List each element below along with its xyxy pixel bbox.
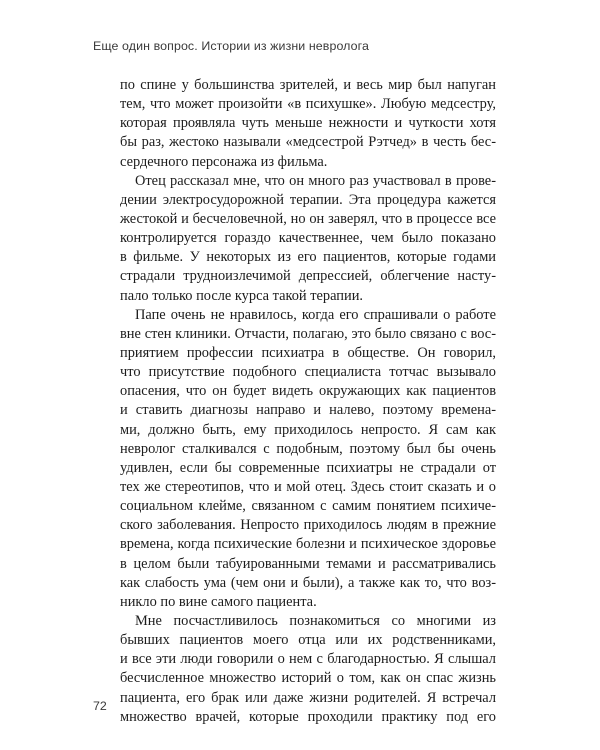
text-line: тех же стереотипов, что и мой отец. Здесь стоит сказать и о [120, 478, 496, 495]
text-line: бы раз, жестоко называли «медсестрой Рэтчед» в честь бес- [120, 134, 496, 151]
text-line: множество врачей, которые проходили практику под его [120, 708, 496, 725]
text-line: сердечного персонажа из фильма. [120, 153, 328, 170]
text-line: в целом были табуированными темами и рассматривались [120, 555, 496, 572]
body-text [120, 76, 496, 727]
text-line: приятием профессии психиатра в обществе. Он говорил, [120, 344, 496, 361]
text-line: ского заболевания. Непросто приходилось людям в прежние [120, 517, 496, 534]
text-line: удивлен, если бы современные психиатры не страдали от [120, 459, 496, 476]
text-line: и ставить диагнозы направо и налево, поэтому времена- [120, 402, 496, 419]
text-line: которая проявляла чуть меньше нежности и чуткости хотя [120, 115, 496, 132]
text-line: Отец рассказал мне, что он много раз участвовал в прове- [135, 172, 496, 189]
text-line: и все эти люди говорили о нем с благодарностью. Я слышал [120, 651, 496, 668]
text-line: Папе очень не нравилось, когда его спрашивали о работе [135, 306, 496, 323]
text-line: что присутствие подобного специалиста тотчас вызывало [120, 364, 496, 381]
text-line: контролируется гораздо качественнее, чем было показано [120, 230, 496, 247]
text-line: страдали трудноизлечимой депрессией, облегчение насту- [120, 268, 496, 285]
text-line: времена, когда психические болезни и психическое здоровье [120, 536, 496, 553]
page-number: 72 [93, 699, 107, 713]
text-line: вне стен клиники. Отчасти, полагаю, это было связано с вос- [120, 325, 496, 342]
text-line: Мне посчастливилось познакомиться со многими из [135, 612, 496, 629]
text-line: пало только после курса такой терапии. [120, 287, 364, 304]
paragraph [120, 76, 496, 172]
running-header: Еще один вопрос. Истории из жизни невролога [93, 39, 369, 53]
text-line: никло по вине самого пациента. [120, 593, 317, 610]
text-line: бесчисленное множество историй о том, как он спас жизнь [120, 670, 496, 687]
text-line: опасения, что он будет видеть окружающих как пациентов [120, 383, 496, 400]
text-line: ми, должно быть, ему приходилось непросто. Я сам как [120, 421, 496, 438]
text-line: дении электросудорожной терапии. Эта процедура кажется [120, 191, 496, 208]
text-line: тем, что может произойти «в психушке». Любую медсестру, [120, 96, 496, 113]
text-line: бывших пациентов моего отца или их родственниками, [120, 632, 496, 649]
text-line: социальном клейме, связанном с самим понятием психиче- [120, 498, 496, 515]
paragraph [120, 306, 496, 612]
paragraph [120, 612, 496, 727]
text-line: невролог сталкивался с подобным, поэтому был бы очень [120, 440, 496, 457]
paragraph [120, 172, 496, 306]
text-line: в фильме. У некоторых из его пациентов, которые годами [120, 249, 496, 266]
text-line: жестокой и бесчеловечной, но он заверял, что в процессе все [120, 210, 496, 227]
text-line: как слабость ума (чем они и были), а также как то, что воз- [120, 574, 496, 591]
text-line: по спине у большинства зрителей, и весь мир был напуган [120, 77, 496, 93]
text-line: пациента, его брак или даже жизни родителей. Я встречал [120, 689, 496, 706]
